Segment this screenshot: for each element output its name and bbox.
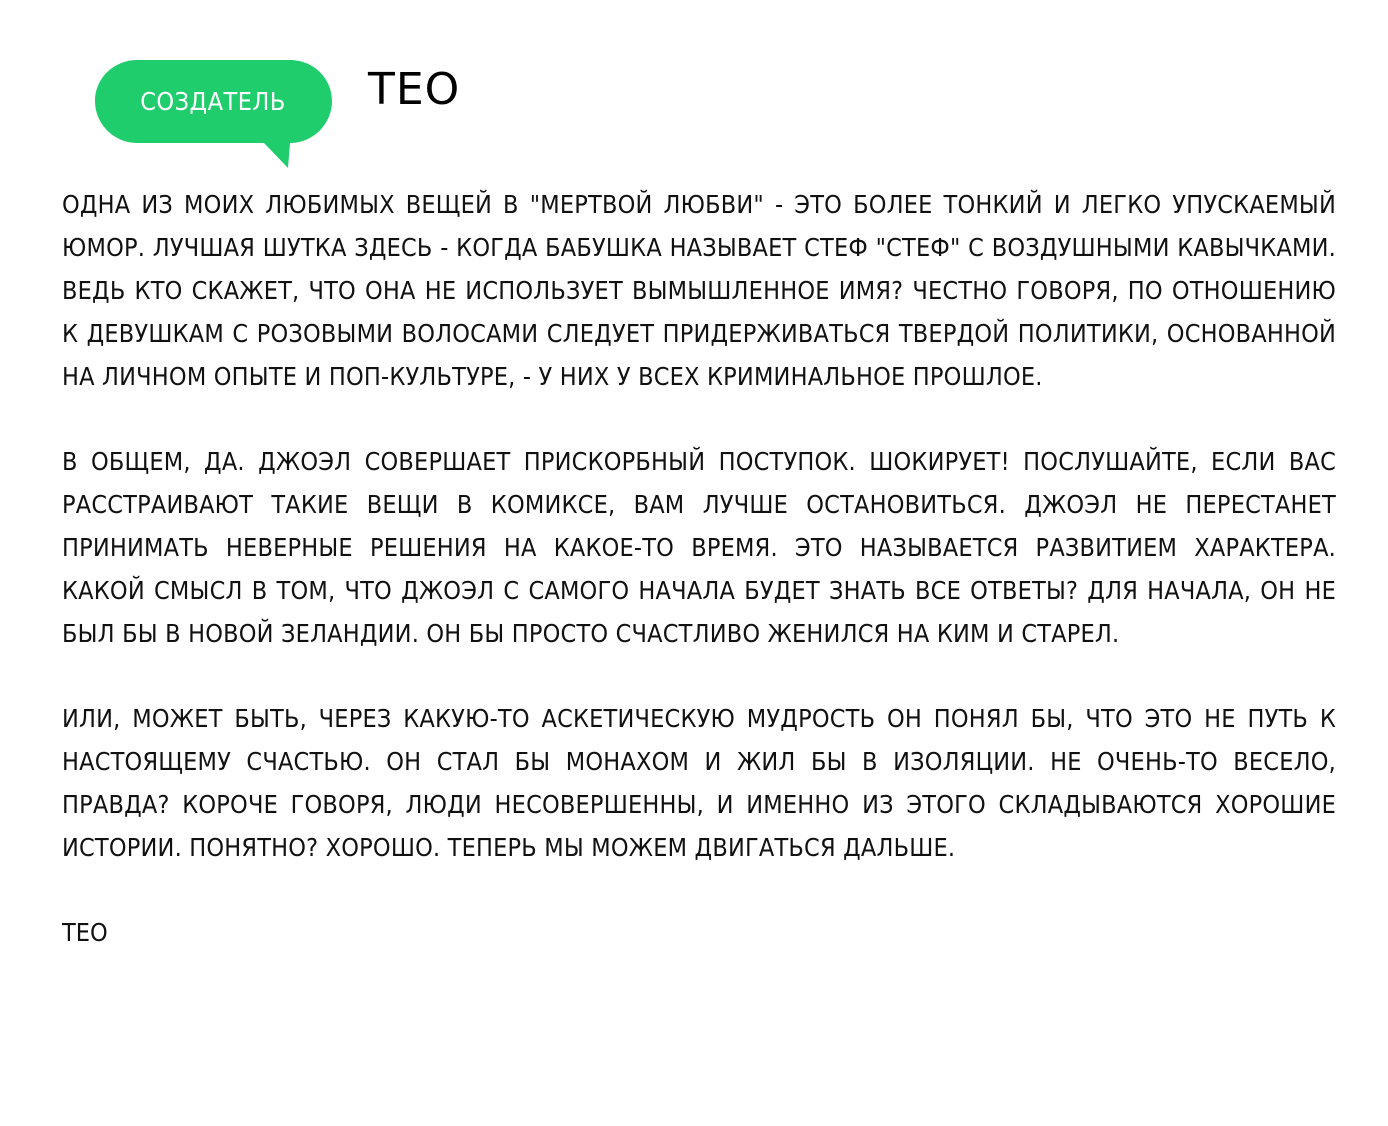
paragraph: ИЛИ, МОЖЕТ БЫТЬ, ЧЕРЕЗ КАКУЮ-ТО АСКЕТИЧЕСКУЮ МУДРОСТЬ ОН ПОНЯЛ БЫ, ЧТО ЭТО НЕ ПУТЬ К НАСТОЯЩЕМУ СЧАСТЬЮ. ОН СТАЛ БЫ МОНАХОМ И ЖИЛ БЫ В ИЗОЛЯЦИИ. НЕ ОЧЕНЬ-ТО ВЕСЕЛО, ПРАВДА? КОРОЧЕ ГОВОРЯ, ЛЮДИ НЕСОВЕРШЕННЫ, И ИМЕННО ИЗ ЭТОГО СКЛАДЫВАЮТСЯ ХОРОШИЕ ИСТОРИИ. ПОНЯТНО? ХОРОШО. ТЕПЕРЬ МЫ МОЖЕМ ДВИГАТЬСЯ ДАЛЬШЕ.	[62, 704, 1336, 862]
signature: ТЕО	[62, 918, 108, 947]
creator-badge	[94, 58, 334, 170]
badge-label: СОЗДАТЕЛЬ	[140, 86, 286, 116]
author-name: ТЕО	[368, 64, 461, 115]
letter-body	[62, 183, 1336, 954]
paragraph: В ОБЩЕМ, ДА. ДЖОЭЛ СОВЕРШАЕТ ПРИСКОРБНЫЙ ПОСТУПОК. ШОКИРУЕТ! ПОСЛУШАЙТЕ, ЕСЛИ ВАС РАССТРАИВАЮТ ТАКИЕ ВЕЩИ В КОМИКСЕ, ВАМ ЛУЧШЕ ОСТАНОВИТЬСЯ. ДЖОЭЛ НЕ ПЕРЕСТАНЕТ ПРИНИМАТЬ НЕВЕРНЫЕ РЕШЕНИЯ НА КАКОЕ-ТО ВРЕМЯ. ЭТО НАЗЫВАЕТСЯ РАЗВИТИЕМ ХАРАКТЕРА. КАКОЙ СМЫСЛ В ТОМ, ЧТО ДЖОЭЛ С САМОГО НАЧАЛА БУДЕТ ЗНАТЬ ВСЕ ОТВЕТЫ? ДЛЯ НАЧАЛА, ОН НЕ БЫЛ БЫ В НОВОЙ ЗЕЛАНДИИ. ОН БЫ ПРОСТО СЧАСТЛИВО ЖЕНИЛСЯ НА КИМ И СТАРЕЛ.	[62, 447, 1336, 648]
paragraph: ОДНА ИЗ МОИХ ЛЮБИМЫХ ВЕЩЕЙ В "МЕРТВОЙ ЛЮБВИ" - ЭТО БОЛЕЕ ТОНКИЙ И ЛЕГКО УПУСКАЕМЫЙ ЮМОР. ЛУЧШАЯ ШУТКА ЗДЕСЬ - КОГДА БАБУШКА НАЗЫВАЕТ СТЕФ "СТЕФ" С ВОЗДУШНЫМИ КАВЫЧКАМИ. ВЕДЬ КТО СКАЖЕТ, ЧТО ОНА НЕ ИСПОЛЬЗУЕТ ВЫМЫШЛЕННОЕ ИМЯ? ЧЕСТНО ГОВОРЯ, ПО ОТНОШЕНИЮ К ДЕВУШКАМ С РОЗОВЫМИ ВОЛОСАМИ СЛЕДУЕТ ПРИДЕРЖИВАТЬСЯ ТВЕРДОЙ ПОЛИТИКИ, ОСНОВАННОЙ НА ЛИЧНОМ ОПЫТЕ И ПОП-КУЛЬТУРЕ, - У НИХ У ВСЕХ КРИМИНАЛЬНОЕ ПРОШЛОЕ.	[62, 190, 1336, 391]
creator-header	[94, 58, 594, 173]
